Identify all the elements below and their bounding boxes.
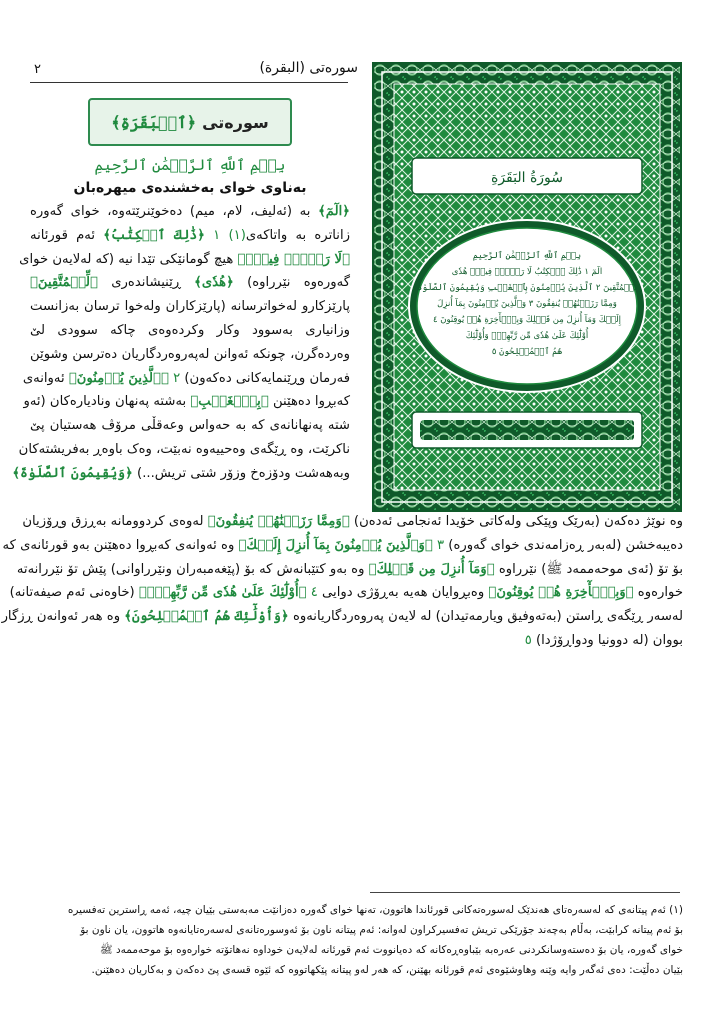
page-number: ٢ [34,62,41,77]
quran-quote: ﴿بِٱلۡغَيۡبِ﴾ [190,394,269,410]
text-span: خوارەوە [633,585,683,601]
footnote-line: بێیان دەڵێت: دەی ئەگەر وایە وێنە وهاوشێوەی ئەم قورئانە بهێنن، کە هەر لەو پیتانە پێکهاتووە کە ئێوە قسەی پێ دەکەن و بەکاریان دەهێنن. [91,964,683,976]
ornament-verse-line: الٓمٓ ١ ذَٰلِكَ ٱلۡكِتَٰبُ لَا رَيۡبَۛ فِيهِۛ هُدٗى [451,267,603,277]
text-line [9,581,683,605]
text-line [22,367,350,391]
text-line [30,295,350,319]
quran-quote: ﴿ٱلَّذِينَ يُؤۡمِنُونَ﴾ [68,370,169,386]
quran-quote: ﴿وَمِمَّا رَزَقۡنَٰهُمۡ يُنفِقُونَ﴾ [207,514,350,529]
text-span: پارێزکارو لەخواترسانە (پارێزکاران ولەخوا ترسان بەزانست [30,299,350,315]
text-span: ڕێنیشاندەری [97,275,195,291]
verse-number: ٢ [168,370,181,386]
text-span: وەبڕوایان هەیە بەڕۆژی دوایی [317,585,489,601]
text-span: وزانیاری بەسوود وکار وکردەوەی چاکە سوودی لێ [30,322,350,338]
quran-quote: ﴿وَٱلَّذِينَ يُؤۡمِنُونَ بِمَآ أُنزِلَ إِلَيۡكَ﴾ [238,537,433,553]
quran-quote: ﴿ذَٰلِكَ ٱلۡكِتَٰبُ﴾ [103,227,205,243]
text-line [30,224,350,248]
basmala-translation: بەناوی خوای بەخشندەی میهرەبان [73,180,307,196]
sura-heading-frame [88,98,292,146]
text-span: وەردەگرن، چونکە ئەوانن لەپەروەردگاریان دەترسن وشوێن [30,346,350,362]
ornament-verse-line: وَمِمَّا رَزَقۡنَٰهُمۡ يُنفِقُونَ ٣ وَٱلَّذِينَ يُؤۡمِنُونَ بِمَآ أُنزِلَ [437,299,617,309]
column-paragraph [12,200,350,486]
text-line [30,343,350,367]
ornament-sura-name: سُورَةُ البَقَرَةِ [490,170,564,186]
quran-quote: ﴿أُوْلَٰٓئِكَ عَلَىٰ هُدٗى مِّن رَّبِّهِمۡۖ﴾ [138,585,307,601]
text-line [30,271,350,295]
mushaf-ornament [372,62,682,512]
ornament-verse-line: لِّلۡمُتَّقِينَ ٢ ٱلَّذِينَ يُؤۡمِنُونَ بِٱلۡغَيۡبِ وَيُقِيمُونَ ٱلصَّلَوٰةَ [417,283,637,293]
text-span: زاناترە بە واتاکەی [245,227,350,243]
text-span: گەورەوە نێرراوە) [233,275,350,291]
footnote-rule [370,892,680,893]
text-span: وبەهەشت ودۆزەخ وزۆر شتی تریش...) [132,465,350,481]
text-line [2,534,683,558]
text-span: بەشتە پەنهان ونادیارەکان (ئەو [23,394,191,410]
sura-heading-arabic: ﴿ٱلۡبَقَرَةِ﴾ [111,112,197,132]
header-rule [30,82,348,83]
footnote-line: خوای گەورە، یان بۆ دەستەوسانکردنی عەرەبە بێباوەڕەکانە کە دەیانووت ئەم قورئانە لەلایەن خوداوە نەهاتۆتە خوارەوە بۆ موحەممەد ﷺ [99,944,683,956]
verse-number: ٤ [306,585,318,601]
quran-quote: ﴿وَبِٱلۡأٓخِرَةِ هُمۡ يُوقِنُونَ﴾ [488,585,634,601]
ornament-verse-line: بِسۡمِ ٱللَّهِ ٱلرَّحۡمَٰنِ ٱلرَّحِيمِ [472,251,582,261]
basmala: بِسۡمِ ٱللَّهِ ٱلرَّحۡمَٰنِ ٱلرَّحِيمِ [94,156,286,174]
text-span: ئەوانەی [22,370,69,386]
text-span: هیچ گومانێکی تێدا نیە (کە لەلایەن خوای [19,251,238,267]
quran-quote: ﴿هُدٗى﴾ [194,275,234,291]
text-span: دەیبەخشن (لەبەر ڕەزامەندی خوای گەورە) [444,537,683,553]
text-span: وە بەو کتێبانەش کە بۆ (پێغەمبەران ونێرراوانی) پێش تۆ نێررانەتە [16,561,369,577]
quran-quote: ﴿وَأُوْلَٰٓئِكَ هُمُ ٱلۡمُفۡلِحُونَ﴾ [124,609,289,625]
ornament-verse-line: أُوْلَٰٓئِكَ عَلَىٰ هُدٗى مِّن رَّبِّهِمۡۖ وَأُوْلَٰٓئِكَ [465,331,589,341]
ornament-verse-line: هُمُ ٱلۡمُفۡلِحُونَ ٥ [491,347,563,357]
quran-quote: ﴿وَمَآ أُنزِلَ مِن قَبۡلِكَ﴾ [368,561,495,577]
text-line [12,462,350,486]
text-line [16,558,683,582]
footnotes [30,900,683,980]
text-span: وە ئەوانەی کەبڕوا دەهێنن بەو قورئانەی کە [2,537,239,553]
text-line [19,248,350,272]
text-line [18,438,350,462]
text-span: (خاوەنی ئەم صیفەتانە) [9,585,139,601]
text-line [22,510,683,534]
quran-quote: ﴿الٓمٓ﴾ [318,204,350,219]
text-span: شتە پەنهانانەی کە بە حەواس وعەقڵی مرۆڤ هەستیان پێ [30,418,350,434]
upper-text-column [12,88,350,486]
footnote-line: بۆ ئەم پیتانە کرابێت، بەڵام بەچەند جۆرێکی تریش تەفسیرکراون لەوانە: ئەم پیتانە ناون بۆ ئەوسورەتانەی لەسەرەتایانەوە هاتوون، یان ناون بۆ [80,924,683,936]
text-span: کەبڕوا دەهێنن [268,394,350,410]
quran-quote: ﴿وَيُقِيمُونَ ٱلصَّلَوٰةَ﴾ [12,465,133,481]
text-line [30,200,350,224]
ornament-verse-line: إِلَيۡكَ وَمَآ أُنزِلَ مِن قَبۡلِكَ وَبِٱلۡأٓخِرَةِ هُمۡ يُوقِنُونَ ٤ [432,315,622,325]
text-span: ئەم قورئانە [30,227,104,243]
text-span: فەرمان وڕێنمایەکانی دەکەون) [180,370,350,386]
quran-quote: ﴿لِّلۡمُتَّقِينَ﴾ [30,275,98,291]
text-span: وە هەر ئەوانەن ڕزگار [1,609,125,625]
sura-heading-label: سورەتی [202,112,269,132]
text-line [30,629,683,653]
text-span: وە نوێژ دەکەن (بەرێک وپێکی ولەکاتی خۆیدا ئەنجامی ئەدەن) [349,514,683,529]
verse-number: ٥ [524,632,532,648]
running-header-title: سورەتی (البقرة) [259,60,358,76]
full-width-paragraph [1,510,683,653]
text-span: بە (ئەلیف، لام، میم) دەخوێنرێتەوە، خوای گەورە [30,204,319,219]
text-span: بووان (لە دوونیا ودواڕۆژدا) [531,632,683,648]
text-span: لەوەی کردوومانە بەڕزق وڕۆزیان [22,514,208,529]
text-line [30,319,350,343]
footnote-line: (١) ئەم پیتانەی کە لەسەرەتای هەندێک لەسورەتەکانی قورئاندا هاتوون، تەنها خوای گەورە دەزانێت مەبەستی بێیان چیە، ئەمە ڕاسترین تەفسیرە [67,904,683,916]
text-line [23,390,350,414]
verse-number: ٣ [432,537,445,553]
text-span: بۆ تۆ (ئەی موحەممەد ﷺ) نێرراوە [494,561,683,577]
text-span: لەسەر ڕێگەی ڕاستن (بەتەوفیق ویارمەتیدان) لە لایەن پەروەردگاریانەوە [288,609,683,625]
verse-number: (١) ١ [204,227,246,243]
text-line [1,605,683,629]
text-line [30,414,350,438]
text-span: ناکرێت، وە ڕێگەی وەحییەوە نەبێت، وەک باوەڕ بەفریشتەکان [18,441,350,457]
quran-quote: ﴿لَا رَيۡبَۛ فِيهِۛ﴾ [237,251,350,267]
